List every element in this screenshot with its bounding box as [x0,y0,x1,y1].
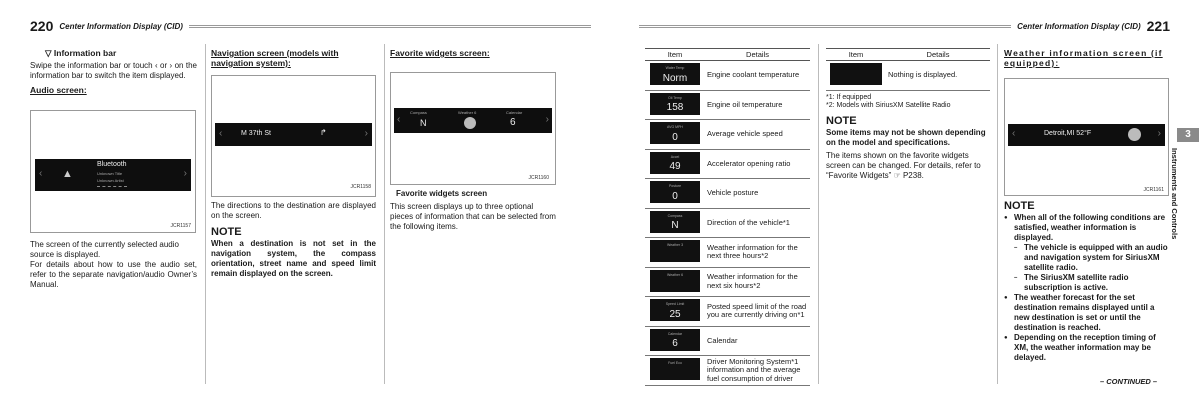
thumb-label: Calendar [667,331,683,336]
table-body [645,61,810,386]
audio-heading: Audio screen: [30,85,87,95]
item-thumb-cell [645,61,705,91]
audio-ref: For details about how to use the audio set, refer to the separate navigation/audio Owner’s Manual. [30,260,197,289]
item-thumb-cell [645,179,705,209]
widget-value: 6 [510,117,516,128]
chevron-right-icon: › [364,128,368,139]
note-bold-text: Some items may not be shown depending on the model and specifications. [826,128,986,147]
chapter-label: Instruments and Controls [1170,148,1179,240]
column-navigation [211,48,376,68]
blank-screen-thumb [830,63,882,85]
widget-label: Calendar [506,110,523,115]
item-thumb-cell [645,90,705,120]
weather-heading: Weather information screen (if equipped): [1004,48,1163,68]
figure-code: JCR1157 [170,223,191,229]
item-thumb-cell [645,326,705,356]
audio-desc: The screen of the currently selected audio source is displayed. [30,240,179,259]
chevron-right-icon: › [545,114,549,125]
audio-source-title: Bluetooth [97,161,127,168]
chevron-right-icon: › [183,168,187,179]
nav-desc: The directions to the destination are displayed on the screen. [211,201,376,220]
item-details: Calendar [705,326,810,356]
widget-thumb [650,181,700,203]
column-weather [1004,48,1169,68]
list-item: – The SiriusXM satellite radio subscription is active. [1014,273,1169,293]
note-text: The items shown on the favorite widgets screen can be changed. For details, refer to “Favorite Widgets” ☞ P238. [826,151,981,180]
note-text: When a destination is not set in the navigation system, the compass orientation, street name and speed limit remain displayed on the screen. [211,239,376,278]
widget-thumb [650,358,700,380]
thumb-value: 158 [666,102,684,113]
col-header-item: Item [645,49,705,61]
turn-arrow-icon: ↱ [320,128,327,137]
thumb-value: 0 [672,190,678,202]
col-header-details: Details [886,49,990,61]
item-details: Weather information for the next six hours*2 [705,267,810,297]
item-thumb-cell [645,120,705,150]
thumb-label: Posture [668,184,682,188]
audio-screen [35,159,191,191]
weather-screen [1008,124,1165,146]
list-item: – The vehicle is equipped with an audio and navigation system for SiriusXM satellite radio. [1014,243,1169,273]
thumb-value: N [671,220,679,231]
item-details: Weather information for the next three hours*2 [705,238,810,268]
table-row [645,90,810,120]
header-title: Center Information Display (CID) [59,21,183,31]
header-title: Center Information Display (CID) [1017,21,1141,31]
chevron-left-icon: ‹ [39,168,43,179]
intro-text: Swipe the information bar or touch ‹ or › on the information bar to switch the item displayed. [30,61,197,80]
weather-location: Detroit,MI 52°F [1044,130,1092,137]
item-thumb-cell [645,297,705,327]
sub-list [1014,243,1169,293]
column-divider [384,44,385,384]
thumb-value: Norm [662,72,688,84]
audio-track-title: Unknown Title [97,171,123,176]
thumb-value: 0 [672,131,678,143]
item-details: Direction of the vehicle*1 [705,208,810,238]
note-heading: NOTE [211,226,242,238]
item-thumb-cell [645,267,705,297]
widget-label: Compass [410,110,427,115]
widget-thumb [650,63,700,85]
section-heading: ▽ Information bar [45,48,117,58]
thumb-label: Oil Temp [668,95,682,100]
figure-caption: Favorite widgets screen [396,189,488,198]
audio-artist: Unknown Artist [97,178,124,183]
thumb-value: 49 [669,161,681,172]
table-header-row [645,49,810,61]
item-details: Engine oil temperature [705,90,810,120]
item-thumb-cell [645,238,705,268]
thumb-label: Weather 6 [666,272,684,277]
nav-screen [215,123,372,146]
table-row [645,208,810,238]
table-row [645,356,810,386]
widget-value: N [420,118,427,128]
widgets-screen [394,108,552,133]
col-header-details: Details [705,49,810,61]
page-number: 221 [1146,18,1170,34]
table-row [645,267,810,297]
header-rule [639,25,1011,28]
table-row [645,179,810,209]
table-header-row [826,49,990,61]
item-thumb-cell [826,61,886,91]
column-divider [205,44,206,384]
item-details: Vehicle posture [705,179,810,209]
item-thumb-cell [645,208,705,238]
widget-thumb [650,270,700,292]
thumb-label: Compass [667,213,683,218]
page-dots [97,186,127,187]
image-icon: ▲ [62,168,73,180]
item-details: Engine coolant temperature [705,61,810,91]
continued-label: – CONTINUED – [1100,377,1158,386]
thumb-value: 25 [669,308,681,320]
thumb-label: Fuel Eco [668,361,682,365]
weather-icon [464,117,476,129]
item-details: Average vehicle speed [705,120,810,150]
column-info-bar-text [30,240,197,290]
thumb-label: Accel [670,154,680,159]
footnote: *2: Models with SiriusXM Satellite Radio [826,102,951,109]
figure-code: JCR1161 [1143,187,1164,193]
thumb-label: Water Temp [665,66,685,70]
widget-thumb [650,122,700,144]
widget-thumb [650,93,700,115]
column-info-bar [30,48,197,95]
column-weather-notes [1004,200,1169,363]
item-details: Driver Monitoring System*1 information and the average fuel consumption of driver [705,356,810,386]
weather-icon [1128,128,1141,141]
column-widgets-text [390,189,556,232]
widget-label: Weather 6 [458,110,477,115]
column-divider [818,44,819,384]
column-navigation-text [211,201,376,279]
table-row [645,297,810,327]
empty-item-table [826,48,990,91]
nav-street: M 37th St [241,130,271,137]
figure-code: JCR1158 [350,184,371,190]
nav-screen-figure [211,75,376,197]
list-item: ● Depending on the reception timing of XM, the weather information may be delayed. [1004,333,1169,363]
thumb-label: Weather 3 [666,243,684,247]
widget-thumb [650,299,700,321]
widgets-screen-figure [390,72,556,185]
thumb-label: Speed Limit [665,302,685,306]
triangle-icon: ▽ [45,48,52,58]
table-row [645,326,810,356]
thumb-value: 6 [672,338,678,349]
note-list [1004,213,1169,363]
item-details: Nothing is displayed. [886,61,990,91]
right-page-header [633,16,1170,36]
thumb-label: AVG MPH [667,125,683,129]
note-heading: NOTE [826,115,857,127]
table-row [645,120,810,150]
left-page-header [30,16,597,36]
chapter-tab: 3 [1177,128,1199,142]
widget-thumb [650,329,700,351]
item-details: Posted speed limit of the road you are currently driving on*1 [705,297,810,327]
table-row [645,149,810,179]
weather-screen-figure [1004,78,1169,196]
list-item: ● The weather forecast for the set destination remains displayed until a new destination is set or until the destination is reached. [1004,293,1169,333]
item-thumb-cell [645,356,705,386]
widgets-heading: Favorite widgets screen: [390,48,490,58]
column-favorite-widgets [390,48,555,58]
item-details: Accelerator opening ratio [705,149,810,179]
footnote: *1: If equipped [826,94,872,101]
widgets-desc: This screen displays up to three optional pieces of information that can be selected from the following items. [390,202,556,231]
page-number: 220 [30,18,54,34]
note-heading: NOTE [1004,200,1035,212]
figure-code: JCR1160 [528,175,549,181]
column-notes [826,94,990,181]
col-header-item: Item [826,49,886,61]
widget-thumb [650,152,700,174]
widget-thumb [650,211,700,233]
table-row [645,238,810,268]
table-row [826,61,990,91]
chevron-left-icon: ‹ [1012,128,1016,139]
nav-heading: Navigation screen (models with navigation system): [211,48,339,68]
widget-items-table [645,48,810,386]
widget-thumb [650,240,700,262]
chevron-left-icon: ‹ [397,114,401,125]
header-rule [189,25,591,28]
list-item: ● When all of the following conditions are satisfied, weather information is displayed. – The vehicle is equipped with an audio and navigation system for SiriusXM satellite radio. – The SiriusXM satellite radio subscription is active. [1004,213,1169,293]
chevron-right-icon: › [1157,128,1161,139]
table-row [645,61,810,91]
chevron-left-icon: ‹ [219,128,223,139]
audio-screen-figure [30,110,196,233]
item-thumb-cell [645,149,705,179]
column-divider [997,44,998,384]
